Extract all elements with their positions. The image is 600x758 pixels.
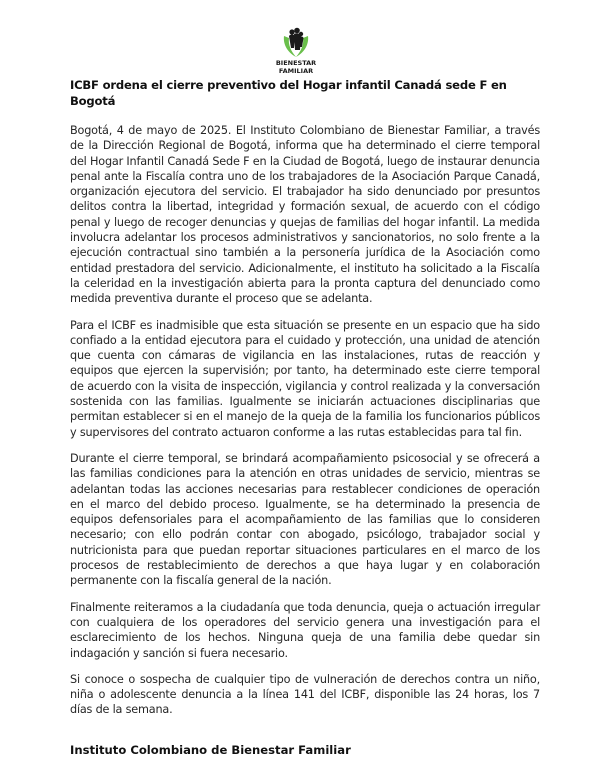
- paragraph-reiteration: Finalmente reiteramos a la ciudadanía que toda denuncia, queja o actuación irregular con cualquiera de los operadores del servicio genera una investigación para el esclarecimiento de los hechos. Ninguna queja de una familia debe quedar sin indagación y sanción si fuera necesario.: [70, 600, 540, 660]
- logo-text-line1: BIENESTAR: [275, 59, 317, 67]
- paragraph-icbf-position: Para el ICBF es inadmisible que esta situación se presente en un espacio que ha sido confiado a la entidad ejecutora para el cuidado y protección, una unidad de atención que cuenta con cámaras de vigilancia en las instalaciones, rutas de reacción y equipos que ejercen la supervisión; por tanto, ha determinado este cierre temporal de acuerdo con la visita de inspección, vigilancia y control realizada y la conversación sostenida con las familias. Igualmente se iniciarán actuaciones disciplinarias que permitan establecer si en el manejo de la queja de la familia los funcionarios públicos y supervisores del contrato actuaron conforme a las rutas establecidas para tal fin.: [70, 318, 540, 439]
- paragraph-intro: Bogotá, 4 de mayo de 2025. El Instituto Colombiano de Bienestar Familiar, a través de la Dirección Regional de Bogotá, informa que ha determinado el cierre temporal del Hogar Infantil Canadá Sede F en la Ciudad de Bogotá, luego de instaurar denuncia penal ante la Fiscalía contra uno de los trabajadores de la Asociación Parque Canadá, organización ejecutora del servicio. El trabajador ha sido denunciado por presuntos delitos contra la libertad, integridad y formación sexual, de acuerdo con el código penal y luego de recoger denuncias y quejas de familias del hogar infantil. La medida involucra adelantar los procesos administrativos y sancionatorios, no solo frente a la ejecución contractual sino también a la personería jurídica de la Asociación como entidad prestadora del servicio. Adicionalmente, el instituto ha solicitado a la Fiscalía la celeridad en la investigación abierta para la pronta captura del denunciado como medida preventiva durante el proceso que se adelanta.: [70, 124, 540, 306]
- logo-text-line2: FAMILIAR: [278, 66, 314, 75]
- document-body: [70, 123, 540, 718]
- paragraph-temporary-closure: Durante el cierre temporal, se brindará acompañamiento psicosocial y se ofrecerá a las familias condiciones para la atención en otras unidades de servicio, mientras se adelantan todas las acciones necesarias para restablecer condiciones de operación en el marco del debido proceso. Igualmente, se ha determinado la presencia de equipos defensoriales para el acompañamiento de las familias que lo consideren necesario; con ello podrán contar con abogado, psicólogo, trabajador social y nutricionista para que puedan reportar situaciones particulares en el marco de los procesos de restablecimiento de derechos a que haya lugar y en colaboración permanente con la fiscalía general de la nación.: [70, 451, 540, 588]
- paragraph-hotline: Si conoce o sospecha de cualquier tipo de vulneración de derechos contra un niño, niña o adolescente denuncia a la línea 141 del ICBF, disponible las 24 horas, los 7 días de la semana.: [70, 672, 540, 717]
- document-title: ICBF ordena el cierre preventivo del Hogar infantil Canadá sede F en Bogotá: [70, 78, 507, 108]
- signature: Instituto Colombiano de Bienestar Familiar: [70, 742, 351, 757]
- bienestar-familiar-logo: [266, 26, 326, 75]
- family-hands-icon: [281, 26, 311, 60]
